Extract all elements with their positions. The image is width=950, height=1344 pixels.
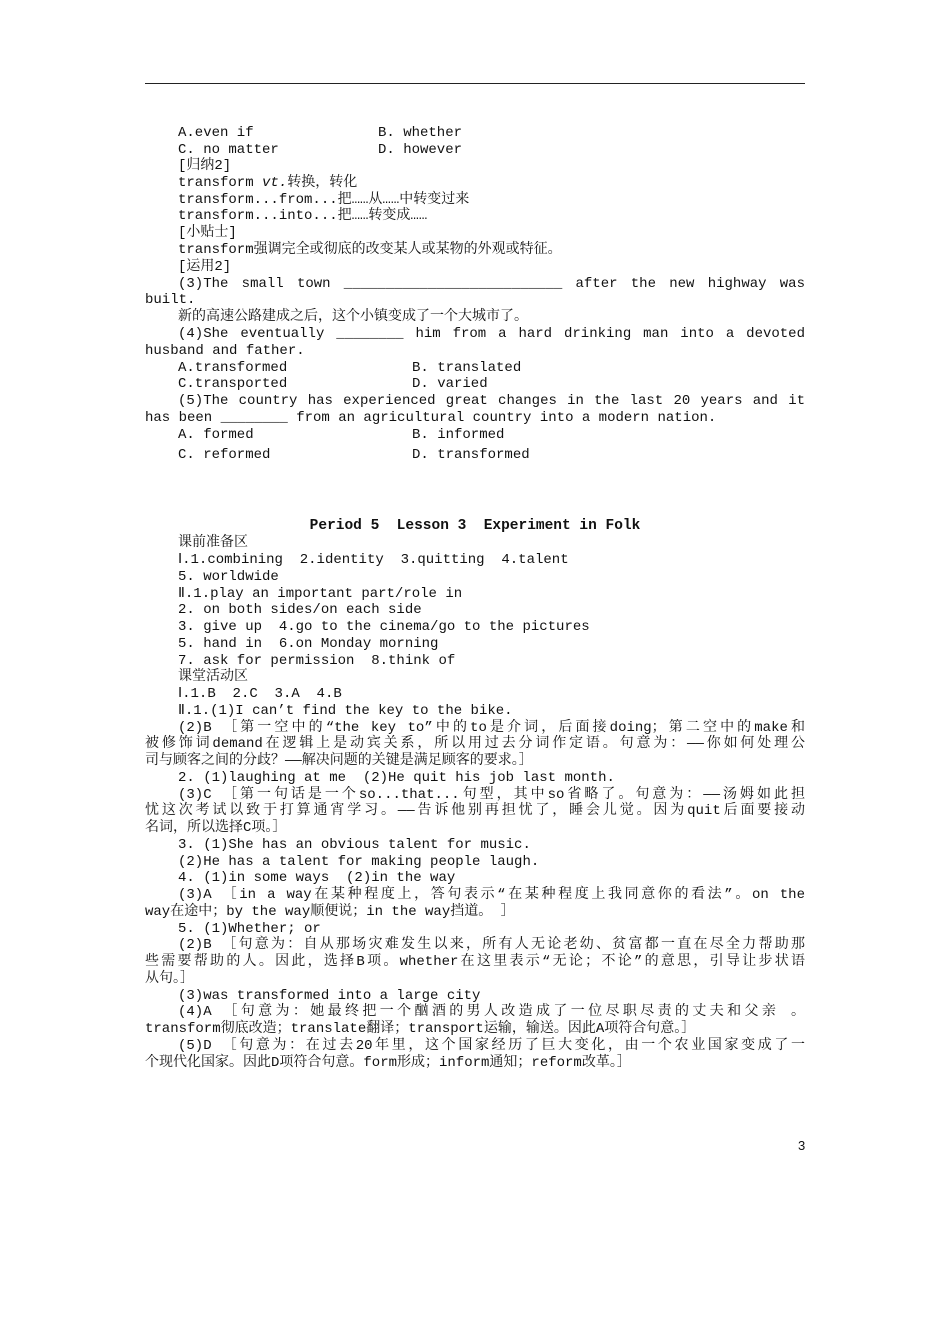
answer-line: 些需要帮助的人。因此，选择B项。whether在这里表示“无论；不论”的意思，引导让步状语	[145, 954, 805, 970]
answer-line: (2)B ［第一空中的“the key to”中的to是介词，后面接doing；第二空中的make和	[178, 720, 805, 736]
q5-line-1: (5)The country has experienced great changes in the last 20 years and it	[178, 393, 805, 409]
option-c: C. no matter	[178, 142, 279, 158]
answer-line: (3)was transformed into a large city	[178, 988, 481, 1004]
q4-line-1: (4)She eventually ________ him from a hard drinking man into a devoted	[178, 326, 805, 342]
answer-line: 从句。］	[145, 971, 194, 987]
answer-line: 司与顾客之间的分歧？——解决问题的关键是满足顾客的要求。］	[145, 753, 533, 769]
answer-line: (5)D ［句意为：在过去20年里，这个国家经历了巨大变化，由一个农业国家变成了一	[178, 1038, 805, 1054]
answer-line: 名词，所以选择C项。］	[145, 820, 287, 836]
option-b: B. whether	[378, 125, 463, 141]
answer-line: 7. ask for permission 8.think of	[178, 653, 456, 669]
answer-line: 个现代化国家。因此D项符合句意。form形成；inform通知；reform改革。］	[145, 1055, 631, 1071]
page-number: 3	[798, 1138, 806, 1153]
guina-line-1: transform vt.转换，转化	[178, 175, 358, 191]
option-a: A.even if	[178, 125, 254, 141]
yunyong-heading: [运用2]	[178, 259, 232, 275]
answer-line: 2. (1)laughing at me (2)He quit his job last month.	[178, 770, 615, 786]
answer-line: (2)He has a talent for making people laugh.	[178, 854, 540, 870]
answer-line: (2)B ［句意为：自从那场灾难发生以来，所有人无论老幼、贫富都一直在尽全力帮助那	[178, 937, 805, 953]
in-class-heading: 课堂活动区	[178, 669, 248, 685]
answer-line: 2. on both sides/on each side	[178, 602, 422, 618]
answer-line: (3)C ［第一句话是一个so...that...句型，其中so省略了。句意为：——汤姆如此担	[178, 787, 805, 803]
answer-line: 4. (1)in some ways (2)in the way	[178, 870, 456, 886]
answer-line: (4)A ［句意为：她最终把一个酗酒的男人改造成了一位尽职尽责的丈夫和父亲 。	[178, 1004, 805, 1020]
q4-option-a: A.transformed	[178, 360, 288, 376]
answer-line: (3)A ［in a way在某种程度上，答句表示“在某种程度上我同意你的看法”。on the	[178, 887, 805, 903]
q3-line-1: (3)The small town __________________________ after the new highway was	[178, 276, 805, 292]
answer-line: 3. (1)She has an obvious talent for music.	[178, 837, 531, 853]
answer-line: 3. give up 4.go to the cinema/go to the pictures	[178, 619, 590, 635]
answer-line: 被修饰词demand在逻辑上是动宾关系，所以用过去分词作定语。句意为：——你如何处理公	[145, 736, 805, 752]
answer-line: 忧这次考试以致于打算通宵学习。——告诉他别再担忧了，睡会儿觉。因为quit后面要接动	[145, 803, 805, 819]
q3-chinese: 新的高速公路建成之后，这个小镇变成了一个大城市了。	[178, 309, 528, 325]
q4-option-b: B. translated	[412, 360, 522, 376]
answer-line: 5. (1)Whether; or	[178, 921, 321, 937]
q5-option-c: C. reformed	[178, 447, 271, 463]
answer-line: Ⅱ.1.(1)I can’t find the key to the bike.	[178, 703, 513, 719]
q5-line-2: has been ________ from an agricultural country into a modern nation.	[145, 410, 717, 426]
guina-heading: [归纳2]	[178, 158, 232, 174]
q4-option-c: C.transported	[178, 376, 288, 392]
answer-line: 5. hand in 6.on Monday morning	[178, 636, 439, 652]
header-rule	[145, 83, 805, 84]
option-d: D. however	[378, 142, 463, 158]
answer-line: Ⅱ.1.play an important part/role in	[178, 586, 463, 602]
answer-line: way在途中；by the way顺便说；in the way挡道。 ］	[145, 904, 515, 920]
answer-line: Ⅰ.1.combining 2.identity 3.quitting 4.talent	[178, 552, 569, 568]
q4-line-2: husband and father.	[145, 343, 305, 359]
guina-line-3: transform...into...把……转变成……	[178, 208, 428, 224]
section-title: Period 5 Lesson 3 Experiment in Folk	[309, 518, 641, 534]
q3-line-2: built.	[145, 292, 196, 308]
q5-option-a: A. formed	[178, 427, 254, 443]
answer-line: 5. worldwide	[178, 569, 279, 585]
q4-option-d: D. varied	[412, 376, 488, 392]
tip-heading: [小贴士]	[178, 225, 237, 241]
pre-class-heading: 课前准备区	[178, 535, 248, 551]
q5-option-d: D. transformed	[412, 447, 530, 463]
q5-option-b: B. informed	[412, 427, 505, 443]
answer-line: Ⅰ.1.B 2.C 3.A 4.B	[178, 686, 342, 702]
answer-line: transform彻底改造；translate翻译；transport运输，输送。因此A项符合句意。］	[145, 1021, 696, 1037]
tip-text: transform强调完全或彻底的改变某人或某物的外观或特征。	[178, 242, 562, 258]
guina-line-2: transform...from...把……从……中转变过来	[178, 192, 470, 208]
